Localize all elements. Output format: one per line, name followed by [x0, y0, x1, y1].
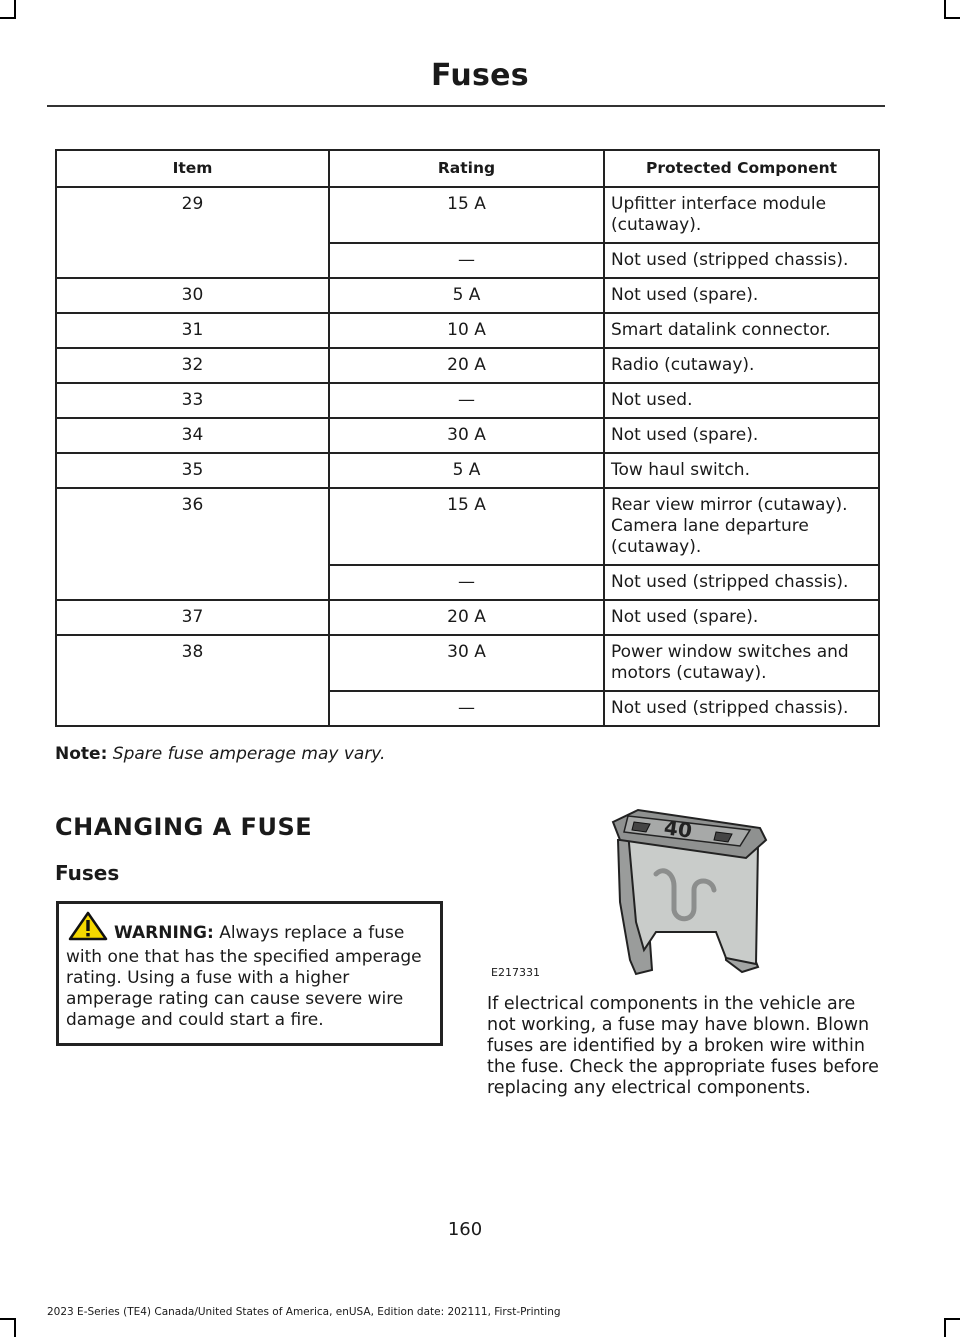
rating-cell: 30 A — [329, 635, 604, 691]
rating-cell: — — [329, 383, 604, 418]
table-row — [56, 187, 879, 243]
figure-code: E217331 — [491, 966, 540, 979]
table-row — [56, 600, 879, 635]
item-cell: 36 — [56, 488, 329, 600]
item-cell: 35 — [56, 453, 329, 488]
item-cell: 31 — [56, 313, 329, 348]
rating-cell: 5 A — [329, 453, 604, 488]
rating-cell: 15 A — [329, 187, 604, 243]
component-cell: Smart datalink connector. — [604, 313, 879, 348]
rating-cell: 5 A — [329, 278, 604, 313]
table-row — [56, 418, 879, 453]
footer-text: 2023 E-Series (TE4) Canada/United States of America, enUSA, Edition date: 202111, First-Printing — [47, 1306, 561, 1318]
table-header-row — [56, 150, 879, 187]
item-cell: 32 — [56, 348, 329, 383]
component-cell: Upfitter interface module (cutaway). — [604, 187, 879, 243]
table-row — [56, 278, 879, 313]
component-cell: Not used (stripped chassis). — [604, 243, 879, 278]
rating-cell: — — [329, 243, 604, 278]
note — [55, 744, 385, 764]
page-number: 160 — [447, 1219, 483, 1240]
column-header-component: Protected Component — [604, 150, 879, 187]
item-cell: 38 — [56, 635, 329, 726]
table-row — [56, 348, 879, 383]
warning-label: WARNING: — [114, 923, 214, 943]
rating-cell: — — [329, 565, 604, 600]
component-cell: Tow haul switch. — [604, 453, 879, 488]
crop-mark — [944, 1318, 946, 1337]
component-cell: Radio (cutaway). — [604, 348, 879, 383]
item-cell: 33 — [56, 383, 329, 418]
note-text: Spare fuse amperage may vary. — [112, 744, 386, 764]
rating-cell: 15 A — [329, 488, 604, 565]
fuse-table — [55, 149, 880, 727]
component-cell: Rear view mirror (cutaway). Camera lane departure (cutaway). — [604, 488, 879, 565]
component-cell: Not used (spare). — [604, 418, 879, 453]
rating-cell: 30 A — [329, 418, 604, 453]
rating-cell: — — [329, 691, 604, 726]
rating-cell: 20 A — [329, 348, 604, 383]
item-cell: 30 — [56, 278, 329, 313]
page-title: Fuses — [431, 58, 529, 93]
warning-text: Always replace a fuse with one that has the specified amperage rating. Using a fuse with a higher amperage rating can cause severe wire damage and could start a fire. — [66, 923, 422, 1030]
item-cell: 34 — [56, 418, 329, 453]
crop-mark — [944, 0, 946, 17]
table-row — [56, 383, 879, 418]
warning-box — [56, 901, 443, 1046]
component-cell: Not used. — [604, 383, 879, 418]
component-cell: Power window switches and motors (cutaway). — [604, 635, 879, 691]
crop-mark — [0, 17, 16, 19]
crop-mark — [14, 0, 16, 17]
column-header-rating: Rating — [329, 150, 604, 187]
item-cell: 29 — [56, 187, 329, 278]
warning-triangle-icon — [68, 911, 108, 947]
component-cell: Not used (spare). — [604, 278, 879, 313]
section-heading: CHANGING A FUSE — [55, 813, 313, 841]
crop-mark — [944, 17, 960, 19]
column-header-item: Item — [56, 150, 329, 187]
crop-mark — [944, 1318, 960, 1320]
fuse-rating-label: 40 — [662, 815, 694, 843]
header-divider — [47, 105, 885, 107]
note-label: Note: — [55, 744, 108, 764]
table-row — [56, 488, 879, 565]
subsection-heading: Fuses — [55, 861, 120, 885]
item-cell: 37 — [56, 600, 329, 635]
component-cell: Not used (stripped chassis). — [604, 691, 879, 726]
rating-cell: 20 A — [329, 600, 604, 635]
fuse-illustration — [488, 782, 878, 982]
body-paragraph: If electrical components in the vehicle are not working, a fuse may have blown. Blown fuses are identified by a broken wire within the fuse. Check the appropriate fuses before replacing any electrical components. — [487, 994, 879, 1098]
table-row — [56, 453, 879, 488]
table-row — [56, 313, 879, 348]
table-row — [56, 635, 879, 691]
component-cell: Not used (stripped chassis). — [604, 565, 879, 600]
rating-cell: 10 A — [329, 313, 604, 348]
component-cell: Not used (spare). — [604, 600, 879, 635]
crop-mark — [14, 1318, 16, 1337]
